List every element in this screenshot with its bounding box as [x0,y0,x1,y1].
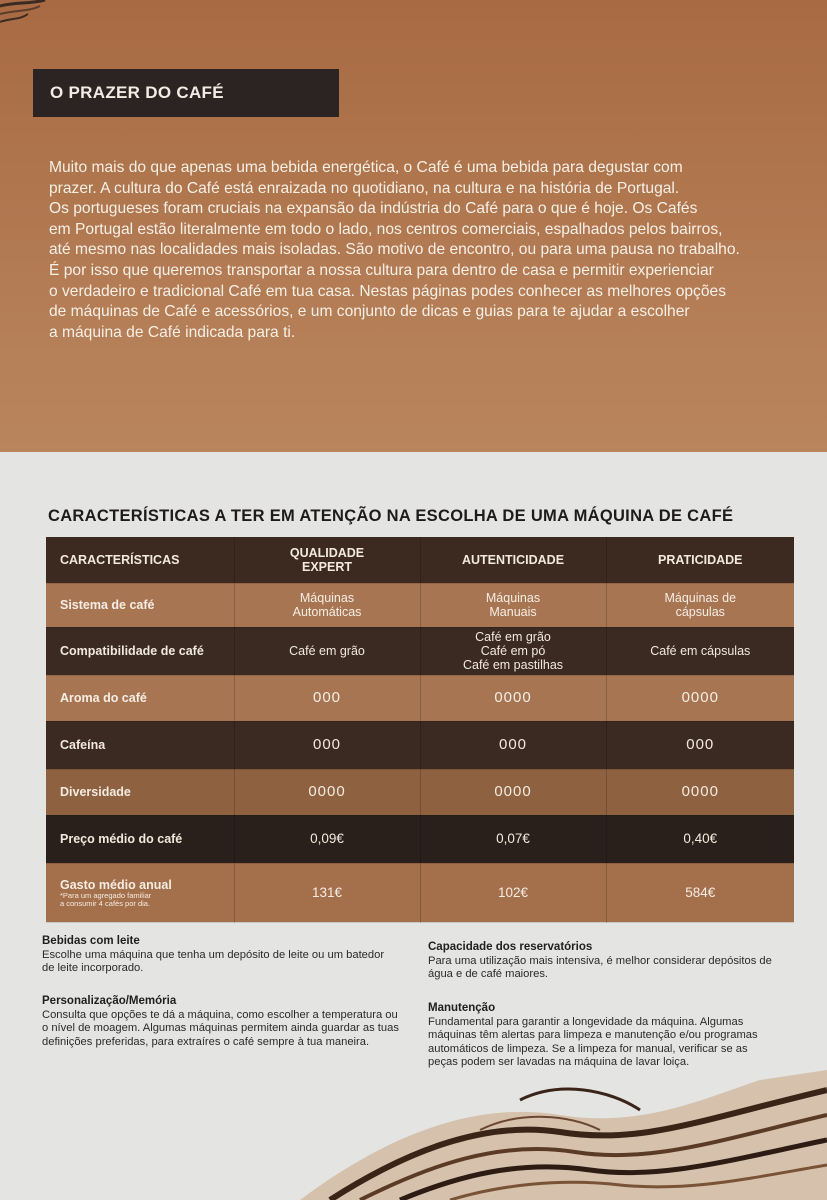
table-row [46,627,794,675]
cell-compat-praticidade: Café em cápsulas [606,627,794,675]
compat-line: Café em pó [480,644,546,658]
coffee-bean-rating-icon: 000 [420,721,606,769]
intro-line: Os portugueses foram cruciais na expansão da indústria do Café para o que é hoje. Os Cafés [49,200,698,218]
intro-line: em Portugal estão literalmente em todo o lado, nos centros comerciais, espalhados pelos bairros, [49,220,723,238]
intro-line: Muito mais do que apenas uma bebida energética, o Café é uma bebida para degustar com [49,159,683,176]
table-header-row [46,537,794,583]
header-praticidade: PRATICIDADE [606,537,794,583]
table-row [46,721,794,769]
table-row [46,675,794,721]
cell-preco-expert: 0,09€ [234,815,420,863]
intro-panel [0,0,827,452]
header-caracteristicas: CARACTERÍSTICAS [46,537,234,583]
row-label-gasto [46,863,234,922]
row-label-diversidade: Diversidade [46,769,234,815]
compat-line: Café em pastilhas [462,658,564,672]
cell-sistema-autenticidade: Máquinas Manuais [420,583,606,627]
swirl-decoration-icon [0,1060,827,1200]
coffee-bean-rating-icon: 000 [606,721,794,769]
page-title: O PRAZER DO CAFÉ [50,83,224,102]
gasto-footnote: *Para um agregado familiar [60,890,152,900]
table-row [46,863,794,922]
header-autenticidade: AUTENTICIDADE [420,537,606,583]
intro-line: prazer. A cultura do Café está enraizada no quotidiano, na cultura e na história de Portugal. [49,179,680,197]
note-text: Fundamental para garantir a longevidade da máquina. Algumas máquinas têm alertas para limpeza e manutenção e/ou programas automáticos de limpeza. Se a limpeza for manual, verificar se as peças podem ser lavadas na máquina de lavar loiça. [428,1015,758,1068]
row-label-preco: Preço médio do café [46,815,234,863]
note-personalizacao [42,995,402,1049]
cell-gasto-expert: 131€ [234,863,420,922]
section-title: CARACTERÍSTICAS A TER EM ATENÇÃO NA ESCOLHA DE UMA MÁQUINA DE CAFÉ [48,507,734,525]
gasto-footnote: a consumir 4 cafés por dia. [60,898,151,908]
note-text: Para uma utilização mais intensiva, é melhor considerar depósitos de água e de café maiores. [428,954,772,980]
coffee-bean-rating-icon: 0000 [234,769,420,815]
note-title: Bebidas com leite [42,935,140,947]
cell-compat-autenticidade [420,627,606,675]
cell-sistema-expert: Máquinas Automáticas [234,583,420,627]
swirl-decoration-icon [0,0,60,30]
row-label-sistema: Sistema de café [46,583,234,627]
intro-line: a máquina de Café indicada para ti. [49,323,296,341]
intro-line: É por isso que queremos transportar a nossa cultura para dentro de casa e permitir experienciar [49,261,714,279]
intro-line: até mesmo nas localidades mais isoladas. São motivo de encontro, ou para uma pausa no trabalho. [49,241,740,259]
table-row [46,815,794,863]
coffee-bean-rating-icon: 000 [234,675,420,721]
note-title: Personalização/Memória [42,995,177,1007]
note-title: Capacidade dos reservatórios [428,941,593,953]
row-label-aroma: Aroma do café [46,675,234,721]
intro-line: o verdadeiro e tradicional Café em tua casa. Nestas páginas podes conhecer as melhores opções [49,282,726,300]
cell-gasto-autenticidade: 102€ [420,863,606,922]
page-title-bar [33,69,339,117]
table-row [46,769,794,815]
intro-paragraph [49,158,819,343]
cell-preco-praticidade: 0,40€ [606,815,794,863]
row-label-cafeina: Cafeína [46,721,234,769]
note-text: Escolhe uma máquina que tenha um depósito de leite ou um batedor de leite incorporado. [42,948,385,974]
gasto-label: Gasto médio anual [60,877,172,892]
note-title: Manutenção [428,1002,496,1014]
cell-preco-autenticidade: 0,07€ [420,815,606,863]
cell-compat-expert: Café em grão [234,627,420,675]
note-text: Consulta que opções te dá a máquina, como escolher a temperatura ou o nível de moagem. Algumas máquinas permitem ainda guardar as tuas definições preferidas, para extraíres o café sempre à tua maneira. [42,1008,399,1048]
cell-gasto-praticidade: 584€ [606,863,794,922]
intro-line: de máquinas de Café e acessórios, e um conjunto de dicas e guias para te ajudar a escolher [49,303,690,321]
header-qualidade-expert: QUALIDADE EXPERT [234,537,420,583]
coffee-bean-rating-icon: 000 [234,721,420,769]
compat-line: Café em grão [475,630,551,644]
note-reservatorios [428,941,773,982]
row-label-compatibilidade: Compatibilidade de café [46,627,234,675]
coffee-bean-rating-icon: 0000 [420,675,606,721]
table-row [46,583,794,627]
note-bebidas-leite [42,935,397,976]
features-table [46,537,794,923]
coffee-bean-rating-icon: 0000 [606,675,794,721]
coffee-bean-rating-icon: 0000 [606,769,794,815]
coffee-bean-rating-icon: 0000 [420,769,606,815]
cell-sistema-praticidade: Máquinas de cápsulas [606,583,794,627]
